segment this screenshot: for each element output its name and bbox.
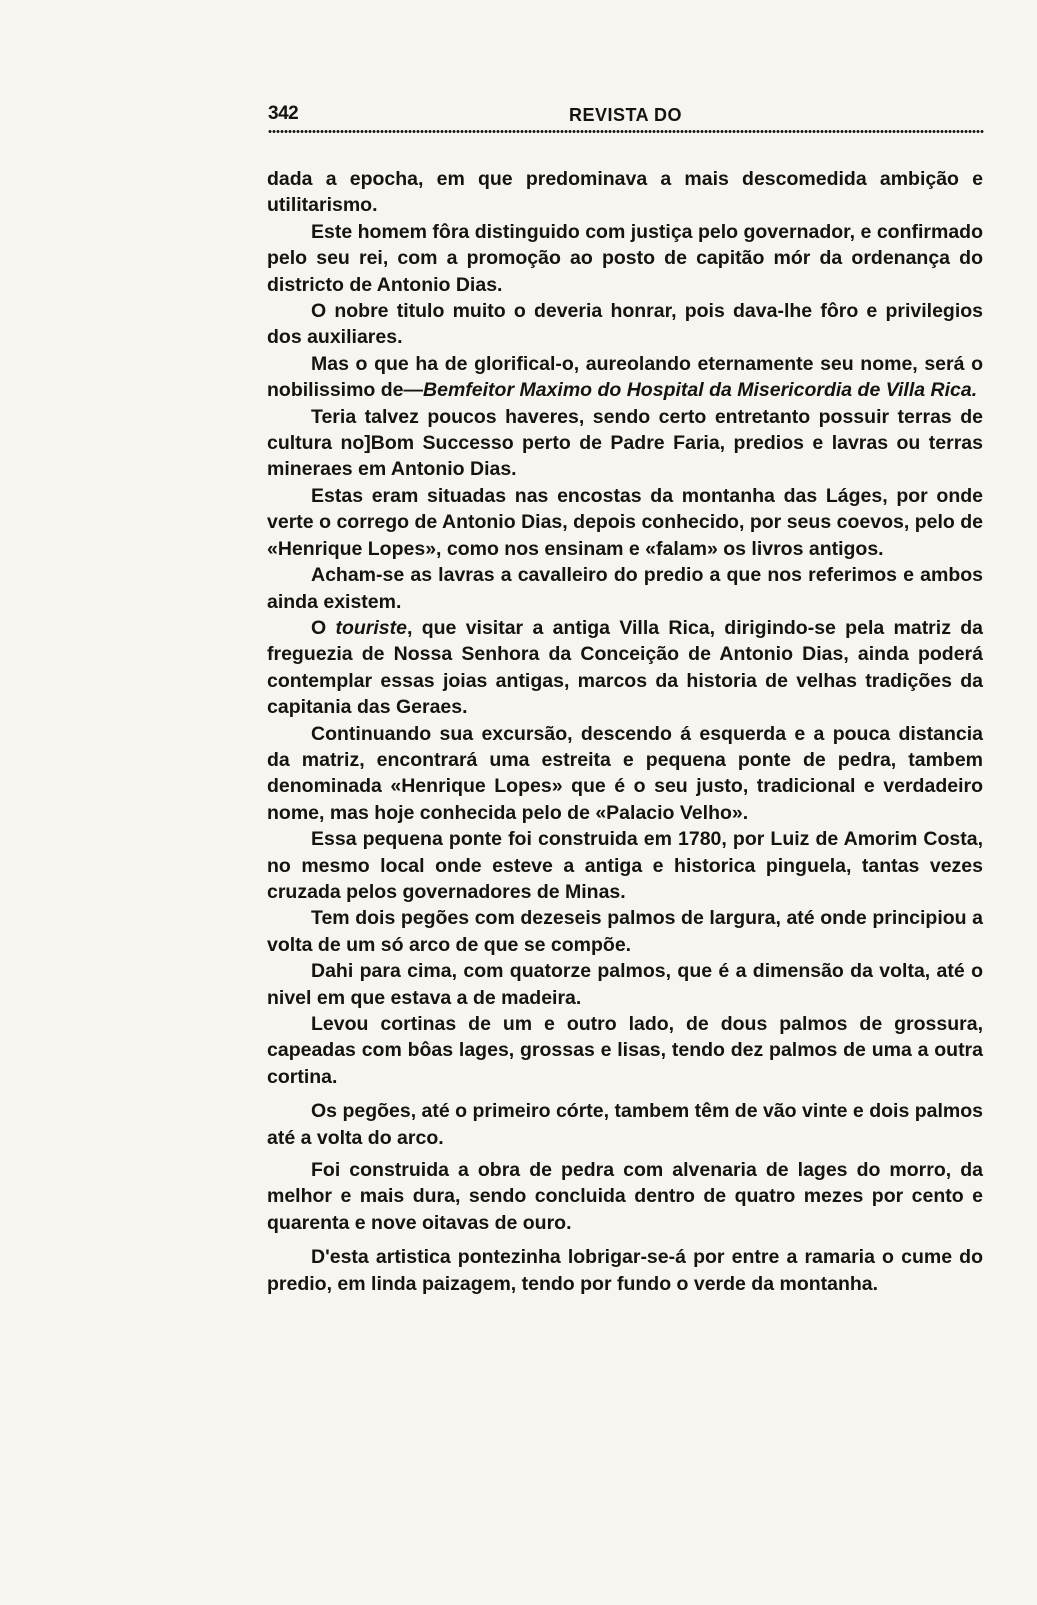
- text-run: D'esta artistica pontezinha lobrigar-se-á por entre a ramaria o cume do predio, em linda paizagem, tendo por fundo o verde da montanha.: [267, 1246, 983, 1295]
- paragraph: [267, 219, 983, 298]
- paragraph: [267, 1244, 983, 1297]
- paragraph: [267, 905, 983, 958]
- text-run: Acham-se as lavras a cavalleiro do predio a que nos referimos e ambos ainda existem.: [267, 564, 983, 613]
- paragraph: [267, 404, 983, 483]
- text-run: Essa pequena ponte foi construida em 1780, por Luiz de Amorim Costa, no mesmo local onde esteve a antiga e historica pinguela, tantas vezes cruzada pelos governadores de Minas.: [267, 828, 983, 903]
- text-run: Os pegões, até o primeiro córte, tambem têm de vão vinte e dois palmos até a volta do arco.: [267, 1100, 983, 1149]
- paragraph: [267, 615, 983, 721]
- body-text: [267, 166, 983, 1297]
- text-run: O: [311, 616, 336, 639]
- text-run: O nobre titulo muito o deveria honrar, pois dava-lhe fôro e privilegios dos auxiliares.: [267, 300, 983, 349]
- paragraph: [267, 562, 983, 615]
- italic-run: Bemfeitor Maximo do Hospital da Misericordia de Villa Rica.: [423, 379, 978, 402]
- page-header: [268, 103, 984, 133]
- text-run: Levou cortinas de um e outro lado, de dous palmos de grossura, capeadas com bôas lages, grossas e lisas, tendo dez palmos de uma a outra cortina.: [267, 1013, 983, 1088]
- text-run: Teria talvez poucos haveres, sendo certo entretanto possuir terras de cultura no]Bom Successo perto de Padre Faria, predios e lavras ou terras mineraes em Antonio Dias.: [267, 405, 983, 481]
- header-rule: [268, 130, 984, 133]
- paragraph: [267, 351, 983, 404]
- paragraph: [267, 483, 983, 562]
- text-run: , que visitar a antiga Villa Rica, dirigindo-se pela matriz da freguezia de Nossa Senhora da Conceição de Antonio Dias, ainda poderá contemplar essas joias antigas, marcos da historia de velhas tradições da capitania das Geraes.: [267, 616, 983, 719]
- text-run: Dahi para cima, com quatorze palmos, que é a dimensão da volta, até o nivel em que estava a de madeira.: [267, 960, 983, 1009]
- paragraph: [267, 1098, 983, 1151]
- text-run: Este homem fôra distinguido com justiça pelo governador, e confirmado pelo seu rei, com a promoção ao posto de capitão mór da ordenança do districto de Antonio Dias.: [267, 220, 983, 296]
- running-title: REVISTA DO: [569, 105, 683, 125]
- text-run: Continuando sua excursão, descendo á esquerda e a pouca distancia da matriz, encontrará uma estreita e pequena ponte de pedra, tambem denominada «Henrique Lopes» que é o seu justo, tradicional e verdadeiro nome, mas hoje conhecida pelo de «Palacio Velho».: [267, 722, 983, 824]
- paragraph: [267, 298, 983, 351]
- paragraph: [267, 826, 983, 905]
- paragraph: [267, 1011, 983, 1090]
- text-run: Tem dois pegões com dezeseis palmos de largura, até onde principiou a volta de um só arco de que se compõe.: [267, 907, 983, 956]
- paragraph: [267, 958, 983, 1011]
- paragraph: [267, 166, 983, 219]
- text-run: Foi construida a obra de pedra com alvenaria de lages do morro, da melhor e mais dura, sendo concluida dentro de quatro mezes por cento e quarenta e nove oitavas de ouro.: [267, 1159, 983, 1234]
- page-number: 342: [268, 103, 299, 124]
- text-run: Estas eram situadas nas encostas da montanha das Láges, por onde verte o corrego de Antonio Dias, depois conhecido, por seus coevos, pelo de «Henrique Lopes», como nos ensinam e «falam» os livros antigos.: [267, 484, 983, 560]
- paragraph: [267, 721, 983, 827]
- text-run: dada a epocha, em que predominava a mais descomedida ambição e utilitarismo.: [267, 168, 983, 217]
- italic-run: touriste: [335, 616, 407, 639]
- paragraph: [267, 1157, 983, 1236]
- text-run: Mas o que ha de glorifical-o, aureolando eternamente seu nome, será o nobilissimo de—: [267, 352, 983, 402]
